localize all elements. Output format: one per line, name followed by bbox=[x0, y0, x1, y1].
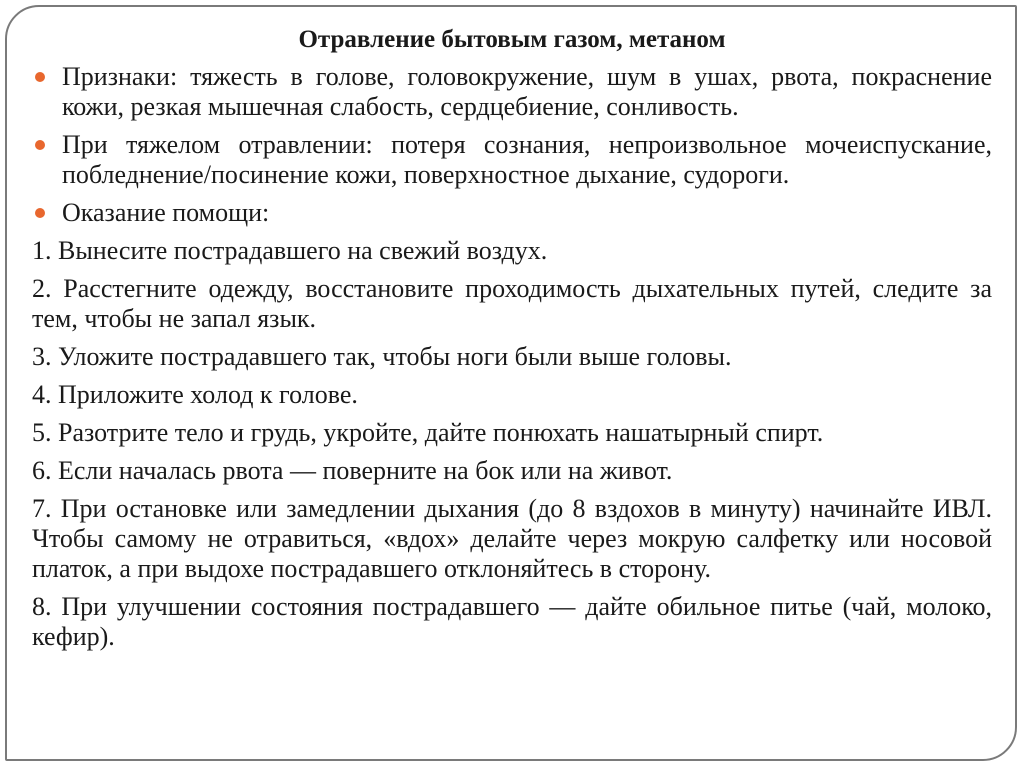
bullet-list bbox=[32, 62, 992, 228]
step-item bbox=[32, 418, 992, 448]
bullet-line: мочеиспускание, побледнение/посинение кожи, поверхностное bbox=[62, 130, 993, 189]
bullet-line: покраснение кожи, резкая мышечная слабость, сердцебиение, bbox=[62, 62, 992, 121]
slide-title: Отравление бытовым газом, метаном bbox=[298, 26, 726, 53]
step-item bbox=[32, 380, 992, 410]
bullet-dot-icon bbox=[35, 140, 45, 150]
slide-content bbox=[32, 24, 992, 660]
step-line: 1. Вынесите пострадавшего на свежий воздух. bbox=[32, 236, 548, 265]
bullet-item bbox=[32, 198, 992, 228]
step-line: (чай, молоко, кефир). bbox=[32, 592, 993, 651]
bullet-line: Оказание помощи: bbox=[62, 198, 270, 227]
step-line: 4. Приложите холод к голове. bbox=[32, 380, 358, 409]
bullet-item bbox=[32, 62, 992, 122]
step-line: 7. При остановке или замедлении дыхания (до 8 вздохов в минуту) bbox=[32, 494, 801, 523]
bullet-line: дыхание, судороги. bbox=[576, 160, 790, 189]
step-line: 8. При улучшении состояния пострадавшего — дайте обильное питье bbox=[32, 592, 833, 621]
bullet-text bbox=[62, 198, 269, 227]
step-item bbox=[32, 456, 992, 486]
step-line: 3. Уложите пострадавшего так, чтобы ноги были выше головы. bbox=[32, 342, 732, 371]
step-line: начинайте ИВЛ. Чтобы самому не отравиться, «вдох» делайте через bbox=[32, 494, 993, 553]
bullet-line: Признаки: тяжесть в голове, головокружение, шум в ушах, рвота, bbox=[62, 62, 839, 91]
bullet-text bbox=[62, 62, 992, 121]
bullet-dot-icon bbox=[35, 208, 45, 218]
step-line: 6. Если началась рвота — поверните на бок или на живот. bbox=[32, 456, 673, 485]
bullet-line: При тяжелом отравлении: потеря сознания, непроизвольное bbox=[62, 130, 787, 159]
step-line: отклоняйтесь в сторону. bbox=[443, 554, 711, 583]
step-item bbox=[32, 236, 992, 266]
bullet-dot-icon bbox=[35, 72, 45, 82]
steps-list bbox=[32, 236, 992, 652]
step-item bbox=[32, 592, 992, 652]
step-line: 2. Расстегните одежду, восстановите проходимость дыхательных bbox=[32, 274, 779, 303]
step-line: путей, следите за тем, чтобы не запал язык. bbox=[32, 274, 992, 333]
step-item bbox=[32, 494, 992, 584]
bullet-text bbox=[62, 130, 992, 189]
step-line: мокрую салфетку или носовой платок, а при выдохе пострадавшего bbox=[32, 524, 993, 583]
bullet-item bbox=[32, 130, 992, 190]
step-item bbox=[32, 274, 992, 334]
step-item bbox=[32, 342, 992, 372]
step-line: 5. Разотрите тело и грудь, укройте, дайте понюхать нашатырный спирт. bbox=[32, 418, 824, 447]
bullet-line: сонливость. bbox=[606, 92, 739, 121]
